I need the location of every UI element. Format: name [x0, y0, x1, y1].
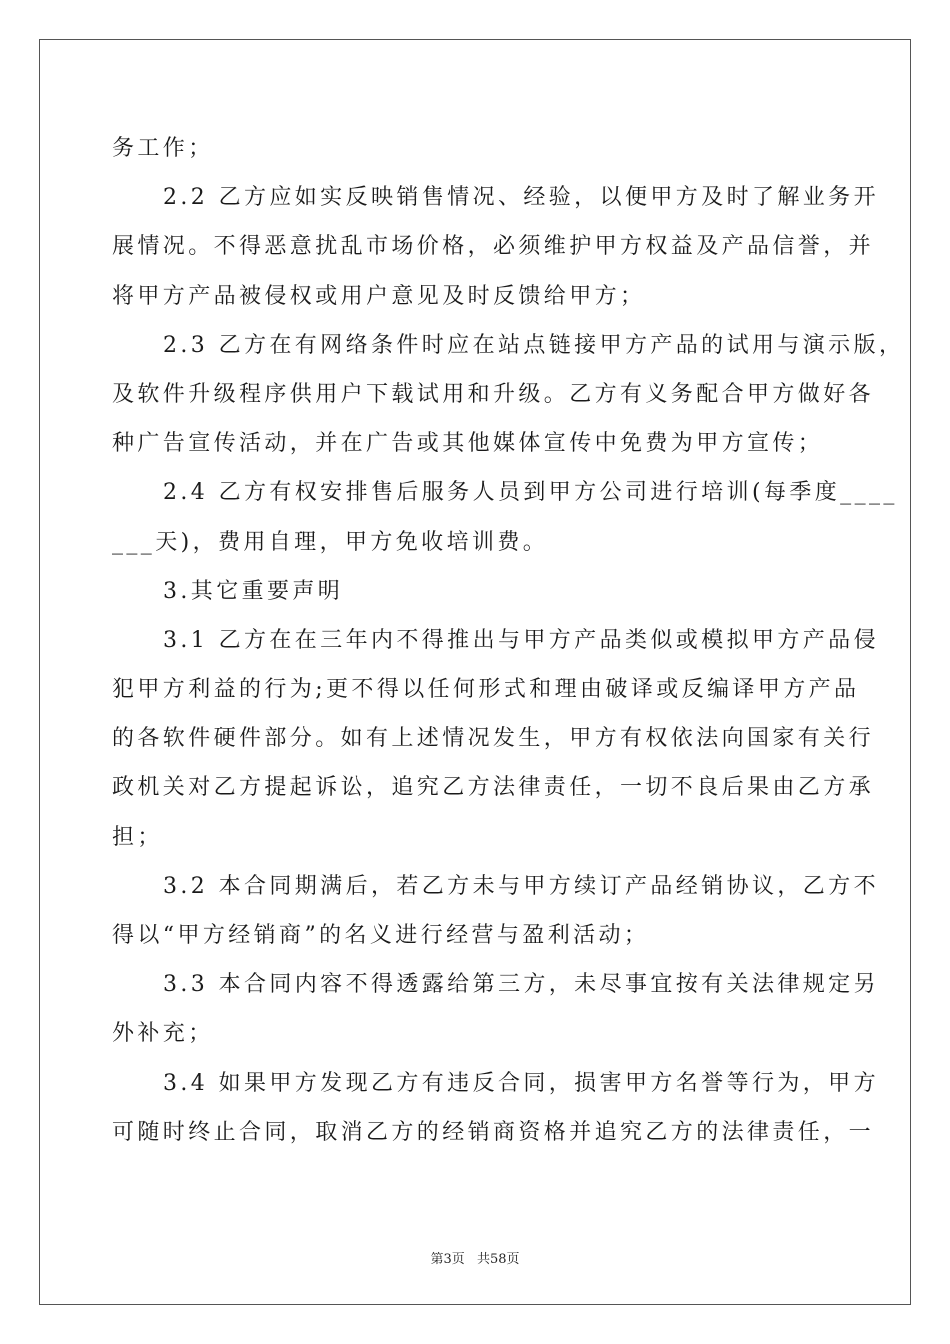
text-line: 3.其它重要声明: [163, 578, 344, 604]
text-line: 3.4 如果甲方发现乙方有违反合同，损害甲方名誉等行为，甲方: [163, 1070, 879, 1096]
text-line: 务工作；: [112, 136, 214, 161]
text-line: 将甲方产品被侵权或用户意见及时反馈给甲方；: [112, 283, 646, 309]
text-line: 的各软件硬件部分。如有上述情况发生，甲方有权依法向国家有关行: [112, 726, 875, 752]
text-line: 3.2 本合同期满后，若乙方未与甲方续订产品经销协议，乙方不: [163, 873, 879, 899]
text-line: ___天)，费用自理，甲方免收培训费。: [112, 529, 549, 555]
page-number: 第3页: [430, 1252, 465, 1267]
text-line: 2.3 乙方在有网络条件时应在站点链接甲方产品的试用与演示版，: [163, 332, 905, 358]
text-line: 种广告宣传活动，并在广告或其他媒体宣传中免费为甲方宣传；: [112, 431, 824, 457]
text-line: 政机关对乙方提起诉讼，追究乙方法律责任，一切不良后果由乙方承: [112, 775, 875, 801]
text-line: 2.2 乙方应如实反映销售情况、经验，以便甲方及时了解业务开: [163, 185, 879, 211]
text-line: 3.1 乙方在在三年内不得推出与甲方产品类似或模拟甲方产品侵: [163, 627, 879, 653]
text-line: 担；: [112, 824, 163, 850]
document-body: [112, 124, 905, 1157]
text-line: 2.4 乙方有权安排售后服务人员到甲方公司进行培训(每季度____: [163, 480, 898, 506]
text-line: 可随时终止合同，取消乙方的经销商资格并追究乙方的法律责任，一: [112, 1119, 875, 1145]
text-line: 及软件升级程序供用户下载试用和升级。乙方有义务配合甲方做好各: [112, 381, 875, 407]
text-line: 3.3 本合同内容不得透露给第三方，未尽事宜按有关法律规定另: [163, 972, 879, 998]
text-line: 展情况。不得恶意扰乱市场价格，必须维护甲方权益及产品信誉，并: [112, 234, 875, 260]
text-line: 外补充；: [112, 1021, 214, 1047]
page-footer: [0, 1248, 950, 1267]
text-line: 犯甲方利益的行为;更不得以任何形式和理由破译或反编译甲方产品: [112, 677, 860, 703]
page-total: 共58页: [476, 1252, 520, 1267]
text-line: 得以“甲方经销商”的名义进行经营与盈利活动；: [112, 923, 650, 948]
